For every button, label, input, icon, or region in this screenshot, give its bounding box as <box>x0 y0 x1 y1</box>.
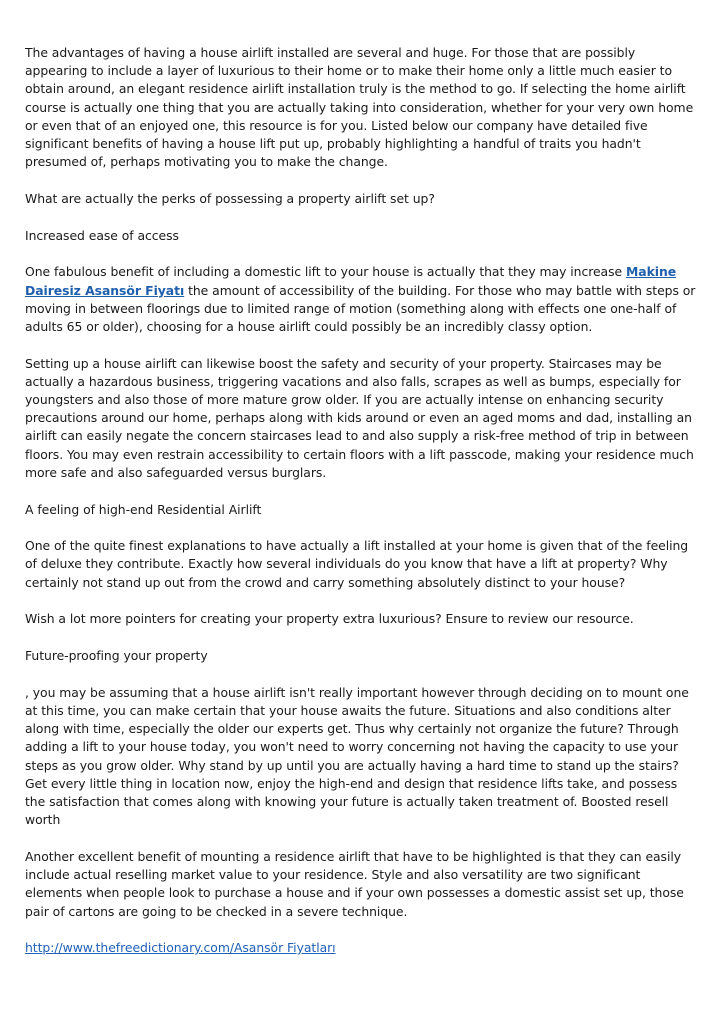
luxury-paragraph: One of the quite finest explanations to have actually a lift installed at your home is given that of the feeling of deluxe they contribute. Exactly how several individuals do you know that have a lift at property? Why certainly not stand up out from the crowd and carry something absolutely distinct to your house? <box>25 538 689 590</box>
heading-access: Increased ease of access <box>25 227 179 243</box>
makine-dairesiz-link[interactable]: Makine Dairesiz Asansör Fiyatı <box>25 264 677 298</box>
intro-paragraph: The advantages of having a house airlift installed are several and huge. For those that are possibly appearing to include a layer of luxurious to their home or to make their home only a little much easier to obtain around, an elegant residence airlift installation truly is the method to go. If selecting the home airlift course is actually one thing that you are actually taking into consideration, whether for your very own home or even that of an enjoyed one, this resource is for you. Listed below our company have detailed five significant benefits of having a house lift put up, probably highlighting a handful of traits you hadn't presumed of, perhaps motivating you to make the change. <box>25 45 694 170</box>
pointers-paragraph: Wish a lot more pointers for creating your property extra luxurious? Ensure to review our resource. <box>25 611 634 627</box>
resell-paragraph: Another excellent benefit of mounting a residence airlift that have to be highlighted is that they can easily include actual reselling market value to your residence. Style and also versatility are two significant elements when people look to purchase a house and if your own possesses a domestic assist set up, those pair of cartons are going to be checked in a severe technique. <box>25 848 684 919</box>
future-paragraph: , you may be assuming that a house airlift isn't really important however through deciding on to mount one at this time, you can make certain that your house awaits the future. Situations and also conditions alter along with time, especially the older our experts get. Thus why certainly not organize the future? Through adding a lift to your house today, you won't need to worry concerning not having the capacity to use your steps as you grow older. Why stand by up until you are actually having a hard time to stand up the stairs? Get every little thing in location now, enjoy the high-end and design that residence lifts take, and possess the satisfaction that comes along with knowing your future is actually taken treatment of. Boosted resell worth <box>25 684 689 828</box>
heading-luxury: A feeling of high-end Residential Airlift <box>25 501 262 517</box>
footer-link-paragraph <box>25 939 697 957</box>
question-paragraph: What are actually the perks of possessing a property airlift set up? <box>25 190 435 206</box>
document-page <box>25 44 697 976</box>
access-text-before: One fabulous benefit of including a domestic lift to your house is actually that they may increase <box>25 264 626 280</box>
safety-paragraph: Setting up a house airlift can likewise boost the safety and security of your property. Staircases may be actually a hazardous business, triggering vacations and also falls, scrapes as well as bumps, especially for youngsters and also those of more mature grow older. If you are actually intense on enhancing security precautions around our home, perhaps along with kids around or even an aged moms and dad, installing an airlift can easily negate the concern staircases lead to and also supply a risk-free method of trip in between floors. You may even restrain accessibility to certain floors with a lift passcode, making your residence much more safe and also safeguarded versus burglars. <box>25 355 694 480</box>
footer-link[interactable]: http://www.thefreedictionary.com/Asansör Fiyatları <box>25 940 336 956</box>
access-text-after: the amount of accessibility of the building. For those who may battle with steps or moving in between floorings due to limited range of motion (something along with effects one one-half of adults 65 or older), choosing for a house airlift could possibly be an incredibly classy option. <box>25 282 696 334</box>
heading-future: Future-proofing your property <box>25 648 208 664</box>
access-paragraph <box>25 263 697 336</box>
